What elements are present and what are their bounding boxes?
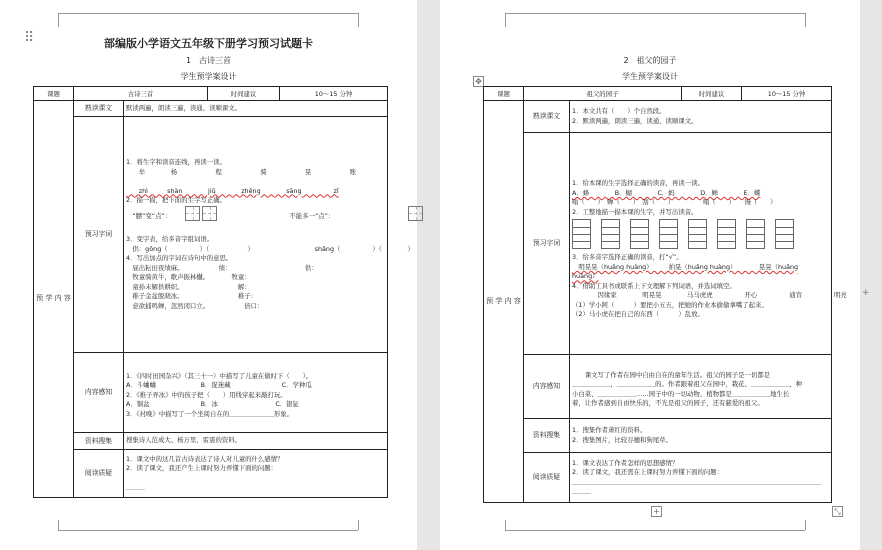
tianzige-box — [408, 206, 423, 221]
content-line: 昼出耘田夜绩麻。 绩： 供： — [126, 263, 318, 272]
content-line: 牧童骑黄牛，歌声振林樾。 牧童： — [126, 273, 251, 281]
writing-grid — [659, 219, 678, 249]
content-line: （1）学小阿（ ）要把小五五，把她的作业本偷偷拿嘴了起来。 — [572, 300, 768, 309]
content-line: 默读两遍，朗读三遍，读通、读顺课文。 — [126, 103, 242, 112]
document-page-1 — [0, 0, 417, 550]
content-line: 3．给多音字选择正确的读音，打“√”。 — [572, 253, 683, 262]
content-line: 1．本文共有（ ）个自然段。 — [572, 107, 666, 115]
content-line: 2．读了课文，我还产生上课时努力弄懂下面的问题： — [126, 464, 278, 472]
content-line: 1．《四时田园杂兴》（其三十一）中描写了儿童在做时下（ ）。 — [126, 371, 313, 380]
content-line: 2．《稚子弄冰》中的孩子把（ ）用线穿起来敲打玩。 — [126, 390, 287, 399]
content-line: （2）马小虎在把自己的东西（ ）乱放。 — [572, 310, 704, 319]
content-line — [126, 177, 385, 187]
row-content — [570, 419, 832, 453]
side-expand-icon[interactable]: + — [862, 288, 870, 298]
row-content — [124, 117, 414, 353]
row-label: 资料搜集 — [74, 433, 124, 450]
section-label: 预 学 内 容 — [484, 101, 524, 503]
row-content — [124, 433, 388, 450]
table-resize-icon[interactable]: ⤡ — [832, 506, 843, 517]
content-line: 1．将生字和读音连线，再读一读。 — [126, 158, 226, 166]
time-label: 时间建议 — [682, 87, 742, 101]
crop-mark — [58, 520, 59, 530]
design-title: 学生预学案设计 — [180, 72, 237, 81]
topic-label: 课题 — [484, 87, 524, 101]
content-line: ＿＿＿ — [572, 487, 592, 495]
content-line: 2．搜集图片，比较谷穗和狗尾草。 — [572, 435, 672, 444]
row-content — [570, 133, 847, 355]
crop-mark — [505, 520, 506, 530]
content-line: 3．《村晚》中描写了一个坐阅自在的＿＿＿＿＿＿＿形象。 — [126, 409, 294, 418]
content-line: ＿＿＿＿＿＿，＿＿＿＿＿＿的。作者跟着祖父在园中，栽花、＿＿＿＿＿＿，种 — [572, 380, 803, 388]
writing-grid-row — [572, 217, 829, 253]
content-line: 1．给本课的生字选择正确的读音，再读一读。 — [572, 179, 704, 188]
time-value: 10～15 分钟 — [742, 87, 832, 101]
crop-mark — [505, 13, 506, 27]
row-label: 熟读课文 — [524, 101, 570, 133]
lesson-title: 1 古诗三首 — [185, 56, 232, 65]
row-label: 预习字词 — [74, 117, 124, 353]
content-line: 意欲捕鸣蝉，忽然闭口立。 倍口： — [126, 301, 264, 310]
topic-label: 课题 — [34, 87, 74, 101]
content-line: 嗡（ ） 蝉（ ） 刮（ ） 嗡（ ） 馒（ ） — [572, 198, 777, 207]
crop-mark — [358, 520, 359, 530]
row-label: 熟读课文 — [74, 101, 124, 117]
content-line: 1．搜集作者萧红的资料。 — [572, 426, 647, 434]
row-content — [570, 355, 832, 419]
content-line: 因缘家 明晃晃 马马虎虎 开心 通宵 明亮 — [572, 291, 847, 300]
row-content — [124, 450, 388, 498]
preview-table — [483, 86, 847, 503]
writing-grid — [601, 219, 620, 249]
lesson-title: 2 祖父的园子 — [623, 56, 677, 65]
document-page-2 — [440, 0, 860, 550]
header-rule — [58, 13, 358, 14]
tianzige-box — [202, 206, 217, 221]
writing-grid — [775, 219, 794, 249]
row-label: 内容感知 — [524, 355, 570, 419]
content-line: 着，让作者感到自由快乐的，不光是祖父的园子，还有慈爱的祖父。 — [572, 399, 764, 407]
content-line: 2．描一描，把下面的生字写正确。 — [126, 196, 226, 204]
section-label: 预 学 内 容 — [34, 101, 74, 498]
writing-grid — [572, 219, 591, 249]
row-content — [570, 101, 832, 133]
doc-title: 部编版小学语文五年级下册学习预习试题卡 — [104, 37, 313, 50]
content-line: 4．借助工具书或联系上下文理解下列词语，并选词填空。 — [572, 281, 736, 290]
content-line: ＿＿＿ — [126, 483, 146, 491]
footer-rule — [505, 530, 805, 531]
table-move-icon[interactable]: ✥ — [473, 76, 484, 87]
crop-mark — [58, 13, 59, 27]
content-line: 搜集诗人范成大、杨万里、雷震的资料。 — [126, 436, 242, 445]
time-value: 10～15 分钟 — [280, 87, 388, 101]
content-line: 4．写出加点的字词在诗句中的意思。 — [126, 254, 233, 262]
content-line: 1．课文中的这几首古诗表达了诗人对儿童的什么感情？ — [126, 454, 284, 463]
content-line: 2．工整地描一描本课的生字，并写出读音。 — [572, 207, 698, 216]
content-line: 小白菜、＿＿＿＿＿＿……园子中的一切动物、植物都是＿＿＿＿＿＿地生长 — [572, 389, 790, 398]
content-line: 供：gōng（ ）（ ） shǎng（ ）（ ） — [126, 244, 414, 253]
topic-value: 祖父的园子 — [524, 87, 682, 101]
content-line — [126, 474, 385, 484]
writing-grid — [746, 219, 765, 249]
content-line: A．蜂 B．蝴 C．蚂 D．蝉 E．蝶 — [572, 188, 761, 197]
content-line: 2．默读两遍，朗读三遍，读通、读顺课文。 — [572, 116, 698, 125]
row-label: 资料搜集 — [524, 419, 570, 453]
row-content — [124, 353, 388, 433]
writing-grid — [630, 219, 649, 249]
content-line: A．铜盆 B．冰 C．银钲 — [126, 400, 299, 409]
right-gutter — [861, 0, 882, 550]
content-line: 明晃晃（huǎng huàng） 拍晃（huǎng huàng） 晃晃（huǎng — [572, 262, 799, 271]
footer-rule — [58, 530, 358, 531]
row-label: 阅读质疑 — [524, 453, 570, 503]
content-line: huàng） — [572, 272, 599, 281]
row-content — [570, 453, 832, 503]
time-label: 时间建议 — [208, 87, 280, 101]
drag-handle-icon[interactable]: ⠿ — [24, 30, 35, 46]
header-rule — [505, 13, 805, 14]
content-line: 童孙未解供耕织。 解： — [126, 282, 251, 291]
writing-grid — [717, 219, 736, 249]
add-row-icon[interactable]: + — [651, 506, 662, 517]
crop-mark — [805, 13, 806, 27]
writing-grid — [688, 219, 707, 249]
row-content — [124, 101, 388, 117]
content-line: 牟 杨 程 骑 晃 账 — [126, 167, 357, 176]
design-title: 学生预学案设计 — [622, 72, 678, 81]
content-line: ＿＿＿＿＿＿＿＿＿＿＿＿＿＿＿＿＿＿＿＿＿＿＿＿＿＿＿＿＿＿＿＿＿＿＿＿＿＿＿ — [572, 477, 822, 486]
topic-value: 古诗三首 — [74, 87, 208, 101]
content-line: 2．读了课文，我还需在上课时努力弄懂下面的问题： — [572, 468, 724, 476]
crop-mark — [805, 520, 806, 530]
content-line: A．斗蛐蛐 B．捉迷藏 C．学种瓜 — [126, 381, 312, 390]
row-label: 阅读质疑 — [74, 450, 124, 498]
content-line: “膘”变“点”： 不能多一“点”： — [126, 211, 335, 220]
content-line: 1．课文表达了作者怎样的思想感情？ — [572, 458, 679, 467]
row-label: 预习字词 — [524, 133, 570, 355]
preview-table — [33, 86, 414, 498]
content-line: zhì shàn jiǔ zhēng sāng zǐ — [126, 186, 339, 195]
content-line: 3．变字表，给多音字组词语。 — [126, 235, 214, 243]
tianzige-box — [185, 206, 200, 221]
crop-mark — [358, 13, 359, 27]
content-line: 课文写了作者在园中自由自在的童年生活。祖父的园子是一切都是 — [572, 370, 771, 379]
row-label: 内容感知 — [74, 353, 124, 433]
content-line: 稚子金盆脱晓冰。 稚子： — [126, 292, 258, 300]
content-line — [126, 226, 385, 236]
